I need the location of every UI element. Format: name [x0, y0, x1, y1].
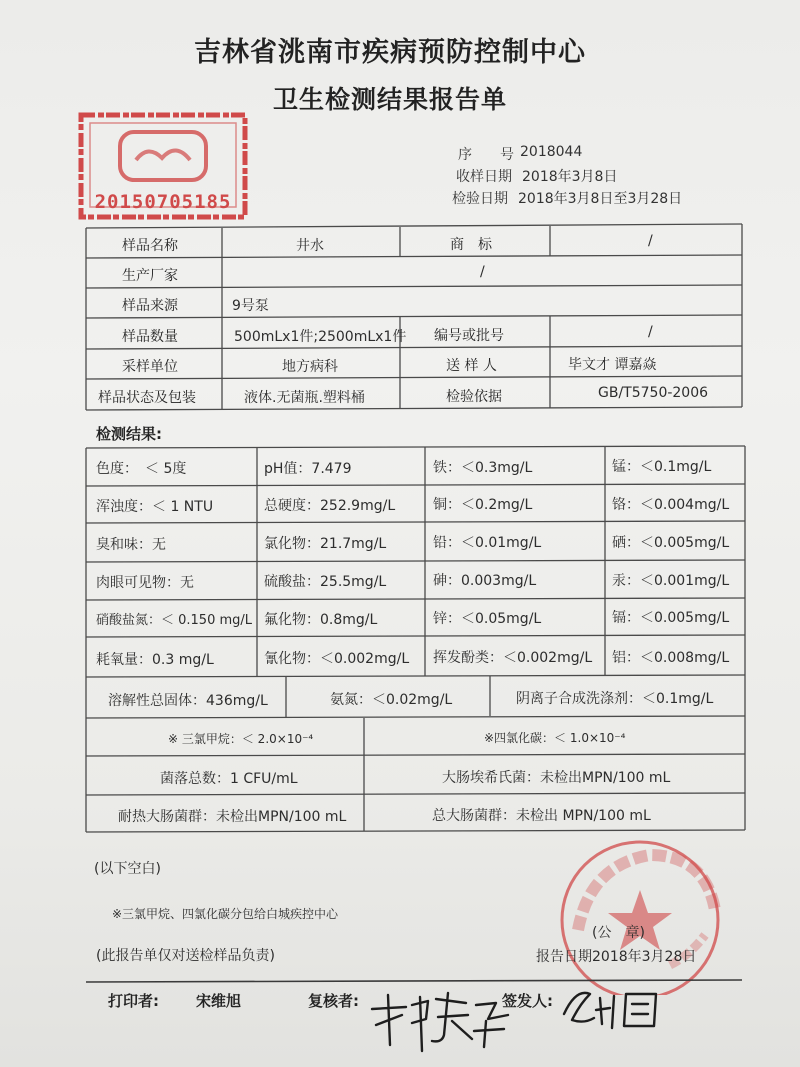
sample-name-label: 样品名称: [122, 238, 178, 254]
received-label: 收样日期: [456, 169, 512, 185]
result-cell: 挥发酚类：＜0.002mg/L: [433, 650, 593, 666]
sampling-unit-value: 地方病科: [282, 359, 338, 375]
source-label: 样品来源: [122, 298, 178, 314]
result-cell: 砷：0.003mg/L: [433, 573, 537, 589]
results-heading: 检测结果:: [96, 425, 162, 443]
state-label: 样品状态及包装: [98, 390, 196, 406]
received-value: 2018年3月8日: [522, 169, 618, 185]
result-cell: 色度： ＜ 5度: [96, 461, 187, 477]
batch-value: /: [648, 324, 653, 340]
stamp-code: 20150705185: [94, 191, 232, 213]
result-cell: 硒：＜0.005mg/L: [612, 535, 730, 551]
disclaimer: (此报告单仅对送检样品负责): [96, 948, 275, 964]
result-cell: 铁：＜0.3mg/L: [433, 460, 533, 476]
result-cell: 总大肠菌群：未检出 MPN/100 mL: [432, 808, 651, 824]
result-cell: 铜：＜0.2mg/L: [433, 497, 533, 513]
printer-label: 打印者:: [108, 992, 159, 1010]
result-cell: 铅：＜0.01mg/L: [433, 535, 542, 551]
result-cell: 耗氧量：0.3 mg/L: [96, 652, 214, 668]
result-cell: 硫酸盐：25.5mg/L: [264, 574, 387, 590]
result-cell: ※四氯化碳：＜ 1.0×10⁻⁴: [484, 731, 626, 745]
result-cell: 硝酸盐氮：＜ 0.150 mg/L: [96, 613, 253, 628]
result-cell: 氯化物：21.7mg/L: [264, 536, 387, 552]
result-cell: 菌落总数：1 CFU/mL: [160, 771, 298, 787]
tested-value: 2018年3月8日至3月28日: [518, 191, 683, 207]
basis-value: GB/T5750-2006: [598, 385, 709, 401]
result-cell: 耐热大肠菌群：未检出MPN/100 mL: [118, 809, 347, 825]
report-title: 卫生检测结果报告单: [272, 85, 507, 114]
quantity-label: 样品数量: [122, 329, 178, 345]
serial-label: 序 号: [458, 147, 514, 163]
seal-label: (公 章): [592, 925, 645, 941]
brand-label: 商 标: [450, 237, 492, 253]
quantity-value: 500mLx1件;2500mLx1件: [234, 329, 407, 345]
basis-label: 检验依据: [446, 389, 502, 405]
result-cell: 臭和味：无: [96, 537, 166, 553]
blank-note: (以下空白): [94, 861, 161, 877]
sample-name-value: 井水: [296, 238, 324, 254]
result-cell: 氰化物：＜0.002mg/L: [264, 651, 410, 667]
printer-name: 宋维旭: [196, 992, 242, 1010]
result-cell: 浑浊度：＜ 1 NTU: [96, 499, 214, 515]
state-value: 液体.无菌瓶.塑料桶: [244, 390, 365, 406]
result-cell: 氟化物：0.8mg/L: [264, 612, 378, 628]
subcontract-note: ※三氯甲烷、四氯化碳分包给白城疾控中心: [112, 907, 339, 921]
result-cell: 总硬度：252.9mg/L: [264, 498, 396, 514]
org-title: 吉林省洮南市疾病预防控制中心: [194, 37, 586, 68]
report-date: 报告日期2018年3月28日: [536, 949, 697, 965]
sampling-unit-label: 采样单位: [122, 359, 178, 375]
reviewer-signature: [368, 985, 518, 1055]
signer-label: 签发人:: [502, 992, 553, 1010]
result-cell: 铝：＜0.008mg/L: [612, 650, 730, 666]
source-value: 9号泵: [232, 298, 269, 314]
brand-value: /: [648, 233, 653, 249]
sender-label: 送 样 人: [446, 358, 497, 374]
tested-label: 检验日期: [452, 191, 508, 207]
signer-signature: [560, 984, 670, 1034]
result-cell: 大肠埃希氏菌：未检出MPN/100 mL: [442, 770, 671, 786]
result-cell: 锰：＜0.1mg/L: [612, 459, 712, 475]
maker-label: 生产厂家: [122, 268, 178, 284]
result-cell: 汞：＜0.001mg/L: [612, 573, 730, 589]
serial-value: 2018044: [520, 144, 583, 160]
result-cell: 溶解性总固体：436mg/L: [108, 693, 268, 709]
result-cell: 锌：＜0.05mg/L: [433, 611, 542, 627]
result-cell: 肉眼可见物：无: [96, 575, 194, 591]
result-cell: pH值：7.479: [264, 461, 352, 477]
result-cell: 镉：＜0.005mg/L: [612, 610, 730, 626]
maker-value: /: [480, 264, 485, 280]
official-seal: [540, 835, 740, 995]
result-cell: 铬：＜0.004mg/L: [612, 497, 730, 513]
reviewer-label: 复核者:: [308, 992, 359, 1010]
sender-value: 毕文才 谭嘉焱: [568, 357, 657, 373]
result-cell: ※ 三氯甲烷：＜ 2.0×10⁻⁴: [168, 732, 314, 746]
result-cell: 阴离子合成洗涤剂：＜0.1mg/L: [516, 691, 714, 707]
batch-label: 编号或批号: [434, 328, 504, 344]
result-cell: 氨氮：＜0.02mg/L: [330, 692, 453, 708]
